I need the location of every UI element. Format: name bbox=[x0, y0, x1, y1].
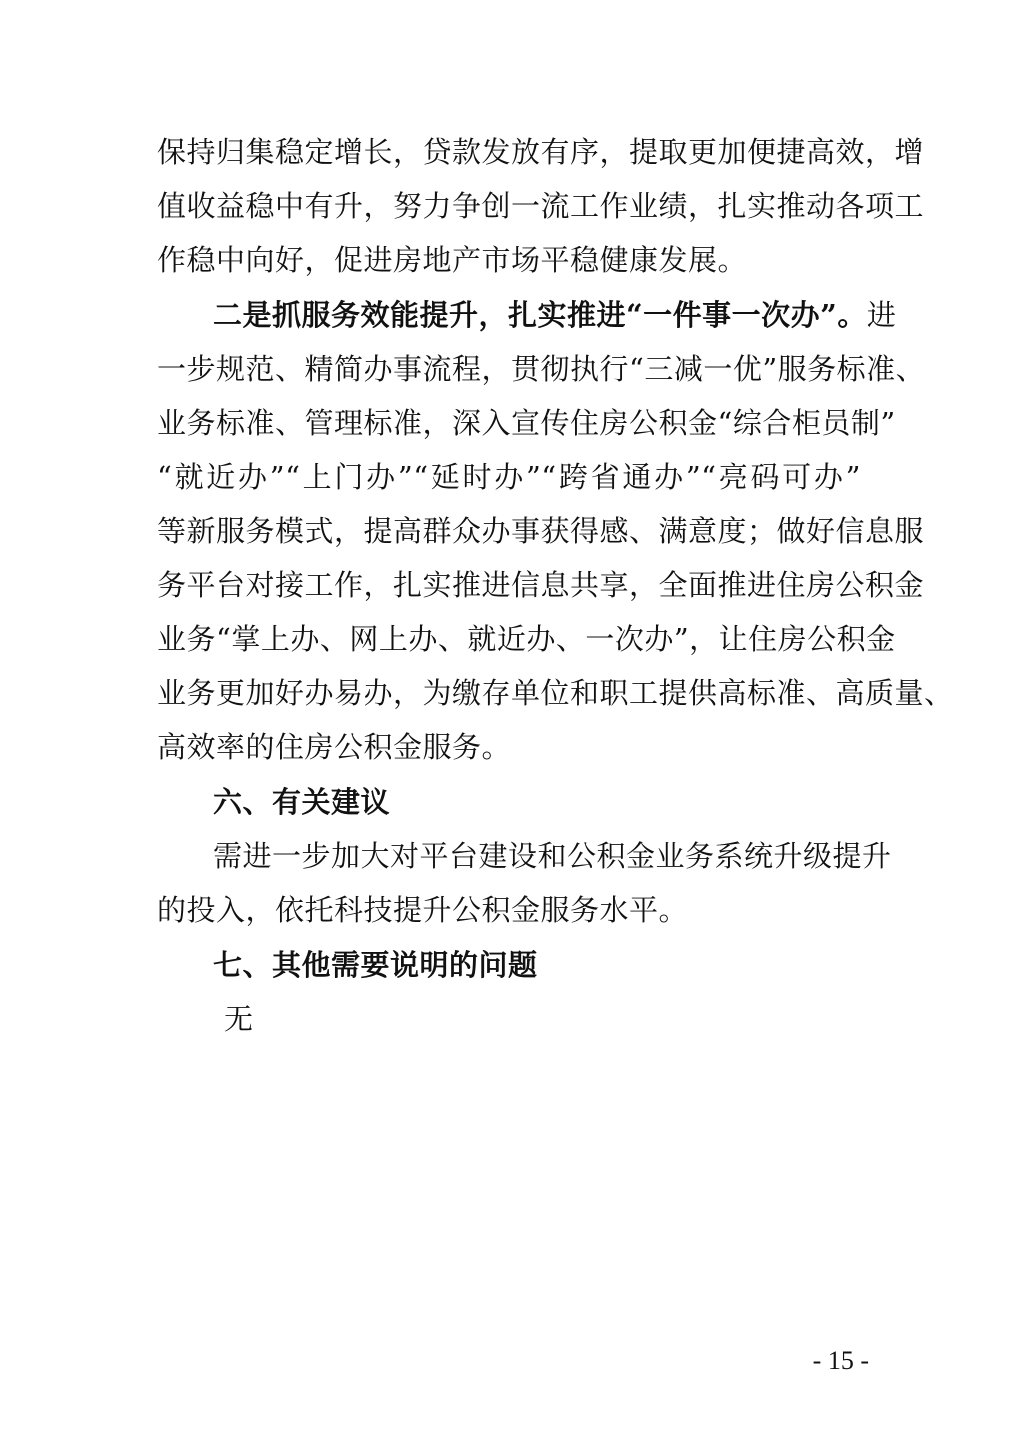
paragraph2-line-8: 业务更加好办易办，为缴存单位和职工提供高标准、高质量、 bbox=[157, 676, 954, 710]
section7-heading: 七、其他需要说明的问题 bbox=[213, 948, 538, 982]
paragraph2-first-line-rest: 进 bbox=[866, 298, 897, 332]
paragraph2-line-4: “就近办”“上门办”“延时办”“跨省通办”“亮码可办” bbox=[157, 460, 861, 494]
paragraph2-line-6: 务平台对接工作，扎实推进信息共享，全面推进住房公积金 bbox=[157, 568, 925, 602]
paragraph1-line-1: 保持归集稳定增长，贷款发放有序，提取更加便捷高效，增 bbox=[157, 135, 925, 169]
paragraph1-line-2: 值收益稳中有升，努力争创一流工作业绩，扎实推动各项工 bbox=[157, 189, 925, 223]
paragraph2-line-3: 业务标准、管理标准，深入宣传住房公积金“综合柜员制” bbox=[157, 406, 896, 440]
paragraph2-line-5: 等新服务模式，提高群众办事获得感、满意度；做好信息服 bbox=[157, 514, 925, 548]
section7-content: 无 bbox=[224, 1002, 254, 1036]
section6-line-1: 需进一步加大对平台建设和公积金业务系统升级提升 bbox=[213, 839, 892, 873]
paragraph2-line-7: 业务“掌上办、网上办、就近办、一次办”，让住房公积金 bbox=[157, 622, 896, 656]
paragraph2-line-1 bbox=[213, 295, 897, 335]
paragraph2-line-2: 一步规范、精简办事流程，贯彻执行“三减一优”服务标准、 bbox=[157, 352, 926, 386]
section6-line-2: 的投入，依托科技提升公积金服务水平。 bbox=[157, 893, 689, 927]
paragraph1-line-3: 作稳中向好，促进房地产市场平稳健康发展。 bbox=[157, 243, 748, 277]
paragraph2-bold-lead: 二是抓服务效能提升，扎实推进“一件事一次办”。 bbox=[213, 298, 867, 332]
section6-heading: 六、有关建议 bbox=[213, 785, 391, 819]
page-number: - 15 - bbox=[812, 1346, 869, 1375]
paragraph2-line-9: 高效率的住房公积金服务。 bbox=[157, 730, 512, 764]
